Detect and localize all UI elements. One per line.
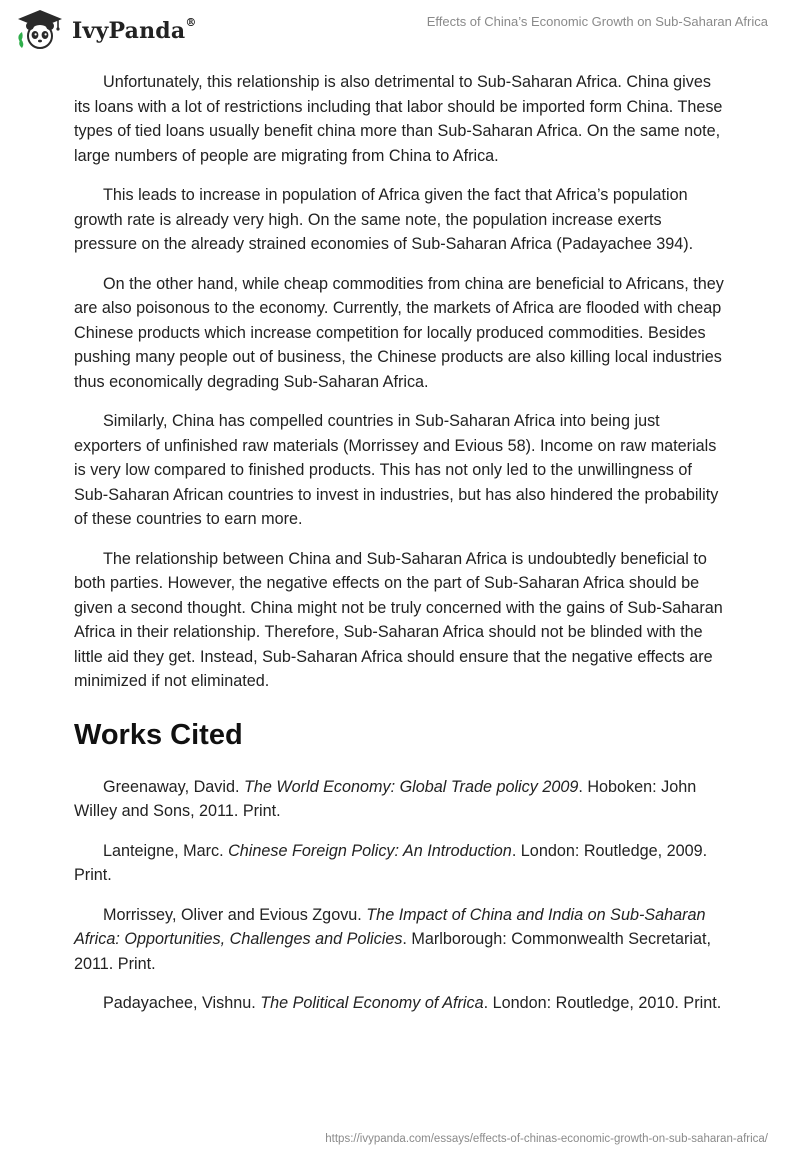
panda-logo-icon	[14, 8, 66, 50]
body-paragraph: Similarly, China has compelled countries in Sub-Saharan Africa into being just exporters of unfinished raw materials (Morrissey and Evious 58). Income on raw materials is very low compared to finished products. This has not only led to the unwillingness of Sub-Saharan African countries to invest in industries, but has also hindered the probability of these countries to earn more.	[74, 412, 719, 528]
body-paragraph: On the other hand, while cheap commodities from china are beneficial to Africans, they are also poisonous to the economy. Currently, the markets of Africa are flooded with cheap Chinese products which increase competition for locally produced commodities. Besides pushing many people out of business, the Chinese products are also killing local industries thus economically degrading Sub-Saharan Africa.	[74, 274, 724, 391]
citation-publication: . Marlborough: Commonwealth Secretariat, 2011. Print.	[74, 930, 712, 973]
ivypanda-logo[interactable]	[14, 8, 197, 50]
brand-name: IvyPanda®	[72, 15, 197, 44]
body-paragraph: The relationship between China and Sub-Saharan Africa is undoubtedly beneficial to both parties. However, the negative effects on the part of Sub-Saharan Africa should be given a second thought. China might not be truly concerned with the gains of Sub-Saharan Africa in their relationship. Therefore, Sub-Saharan Africa should not be blinded with the little aid they get. Instead, Sub-Saharan Africa should ensure that the negative effects are minimized if not eliminated.	[74, 549, 723, 690]
document-title: Effects of China’s Economic Growth on Sub-Saharan Africa	[426, 14, 768, 29]
citation-title: Chinese Foreign Policy: An Introduction	[228, 841, 512, 860]
body-paragraph: This leads to increase in population of Africa given the fact that Africa’s population growth rate is already very high. On the same note, the population increase exerts pressure on the already strained economies of Sub-Saharan Africa (Padayachee 394).	[74, 186, 694, 253]
citation-publication: . London: Routledge, 2010. Print.	[483, 994, 722, 1012]
citation-publication: . Hoboken: John Willey and Sons, 2011. Print.	[74, 777, 697, 820]
citation-entry	[74, 903, 724, 977]
citation-entry	[74, 839, 724, 888]
body-paragraph: Unfortunately, this relationship is also detrimental to Sub-Saharan Africa. China gives its loans with a lot of restrictions including that labor should be imported form China. These types of tied loans usually benefit china more than Sub-Saharan Africa. On the same note, large numbers of people are migrating from China to Africa.	[74, 73, 723, 165]
citation-publication: . London: Routledge, 2009. Print.	[74, 841, 708, 884]
essay-content	[74, 70, 724, 1031]
citation-title: The Political Economy of Africa	[260, 994, 484, 1012]
works-cited-heading: Works Cited	[74, 718, 243, 751]
citation-author: Morrissey, Oliver and Evious Zgovu.	[103, 905, 367, 924]
source-url-link[interactable]: https://ivypanda.com/essays/effects-of-chinas-economic-growth-on-sub-saharan-africa/	[325, 1133, 768, 1145]
citation-entry	[74, 991, 724, 1016]
page-header	[0, 0, 800, 70]
registered-mark: ®	[185, 15, 197, 29]
citation-author: Greenaway, David.	[103, 777, 244, 796]
citation-author: Padayachee, Vishnu.	[103, 994, 261, 1012]
citation-title: The World Economy: Global Trade policy 2009	[243, 777, 579, 796]
citation-author: Lanteigne, Marc.	[103, 841, 229, 860]
citation-title: The Impact of China and India on Sub-Saharan Africa: Opportunities, Challenges and Policies	[74, 905, 706, 948]
citation-entry	[74, 775, 724, 824]
